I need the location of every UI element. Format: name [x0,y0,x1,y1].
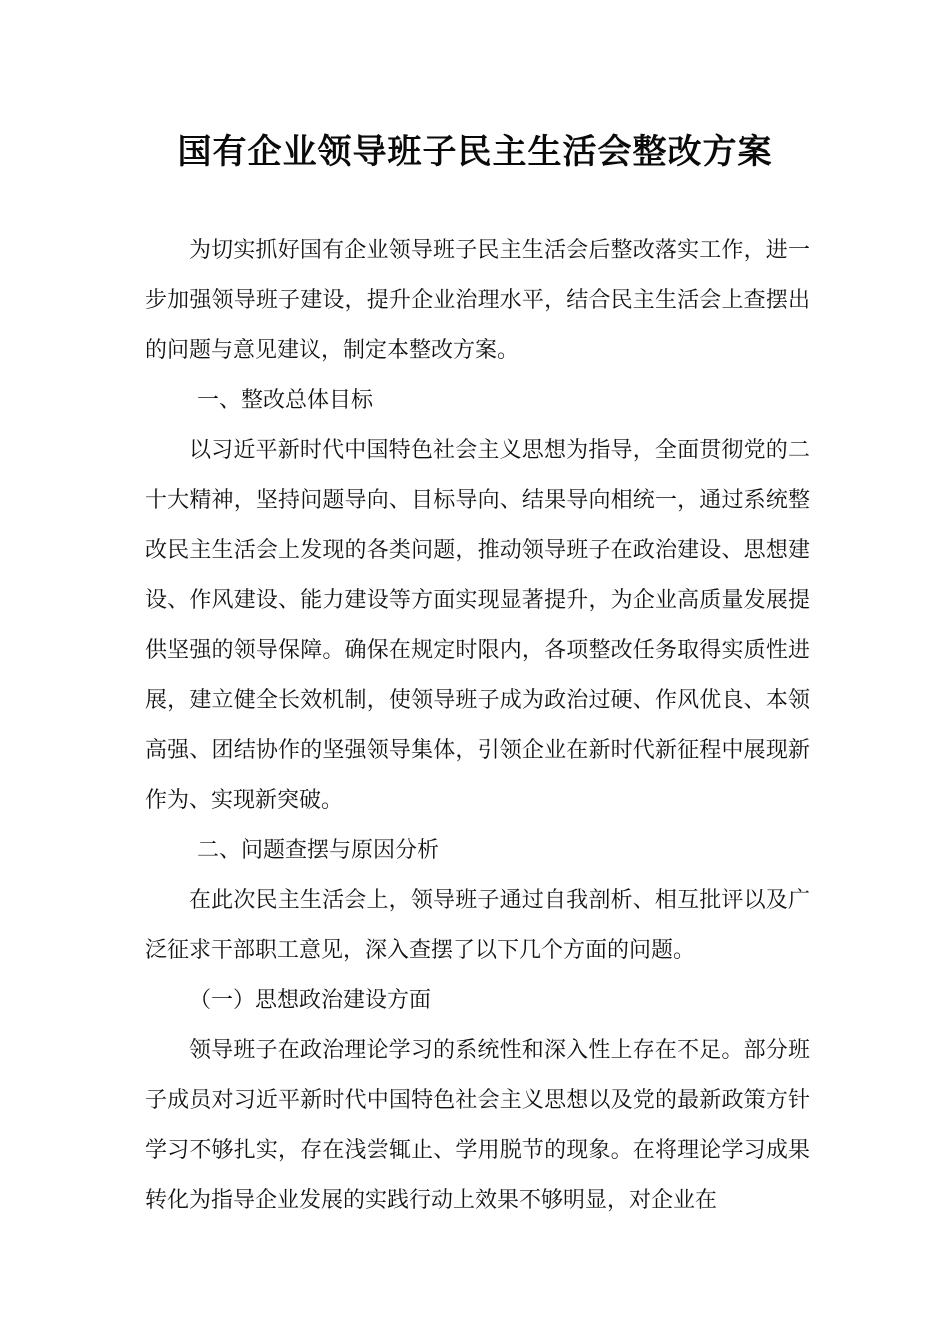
document-title: 国有企业领导班子民主生活会整改方案 [177,132,773,172]
section-heading-goals: 一、整改总体目标 [197,388,374,413]
subsection-heading-ideology: （一）思想政治建设方面 [189,988,432,1013]
problems-intro-paragraph: 在此次民主生活会上，领导班子通过自我剖析、相互批评以及广泛征求干部职工意见，深入查摆了以下几个方面的问题。 [145,888,810,963]
document-body [145,226,810,1226]
goals-paragraph: 以习近平新时代中国特色社会主义思想为指导，全面贯彻党的二十大精神，坚持问题导向、目标导向、结果导向相统一，通过系统整改民主生活会上发现的各类问题，推动领导班子在政治建设、思想建设、作风建设、能力建设等方面实现显著提升，为企业高质量发展提供坚强的领导保障。确保在规定时限内，各项整改任务取得实质性进展，建立健全长效机制，使领导班子成为政治过硬、作风优良、本领高强、团结协作的坚强领导集体，引领企业在新时代新征程中展现新作为、实现新突破。 [145,438,810,813]
intro-paragraph: 为切实抓好国有企业领导班子民主生活会后整改落实工作，进一步加强领导班子建设，提升企业治理水平，结合民主生活会上查摆出的问题与意见建议，制定本整改方案。 [145,238,810,363]
section-heading-problems: 二、问题查摆与原因分析 [197,838,440,863]
ideology-paragraph: 领导班子在政治理论学习的系统性和深入性上存在不足。部分班子成员对习近平新时代中国特色社会主义思想以及党的最新政策方针学习不够扎实，存在浅尝辄止、学用脱节的现象。在将理论学习成果转化为指导企业发展的实践行动上效果不够明显，对企业在 [145,1038,810,1213]
